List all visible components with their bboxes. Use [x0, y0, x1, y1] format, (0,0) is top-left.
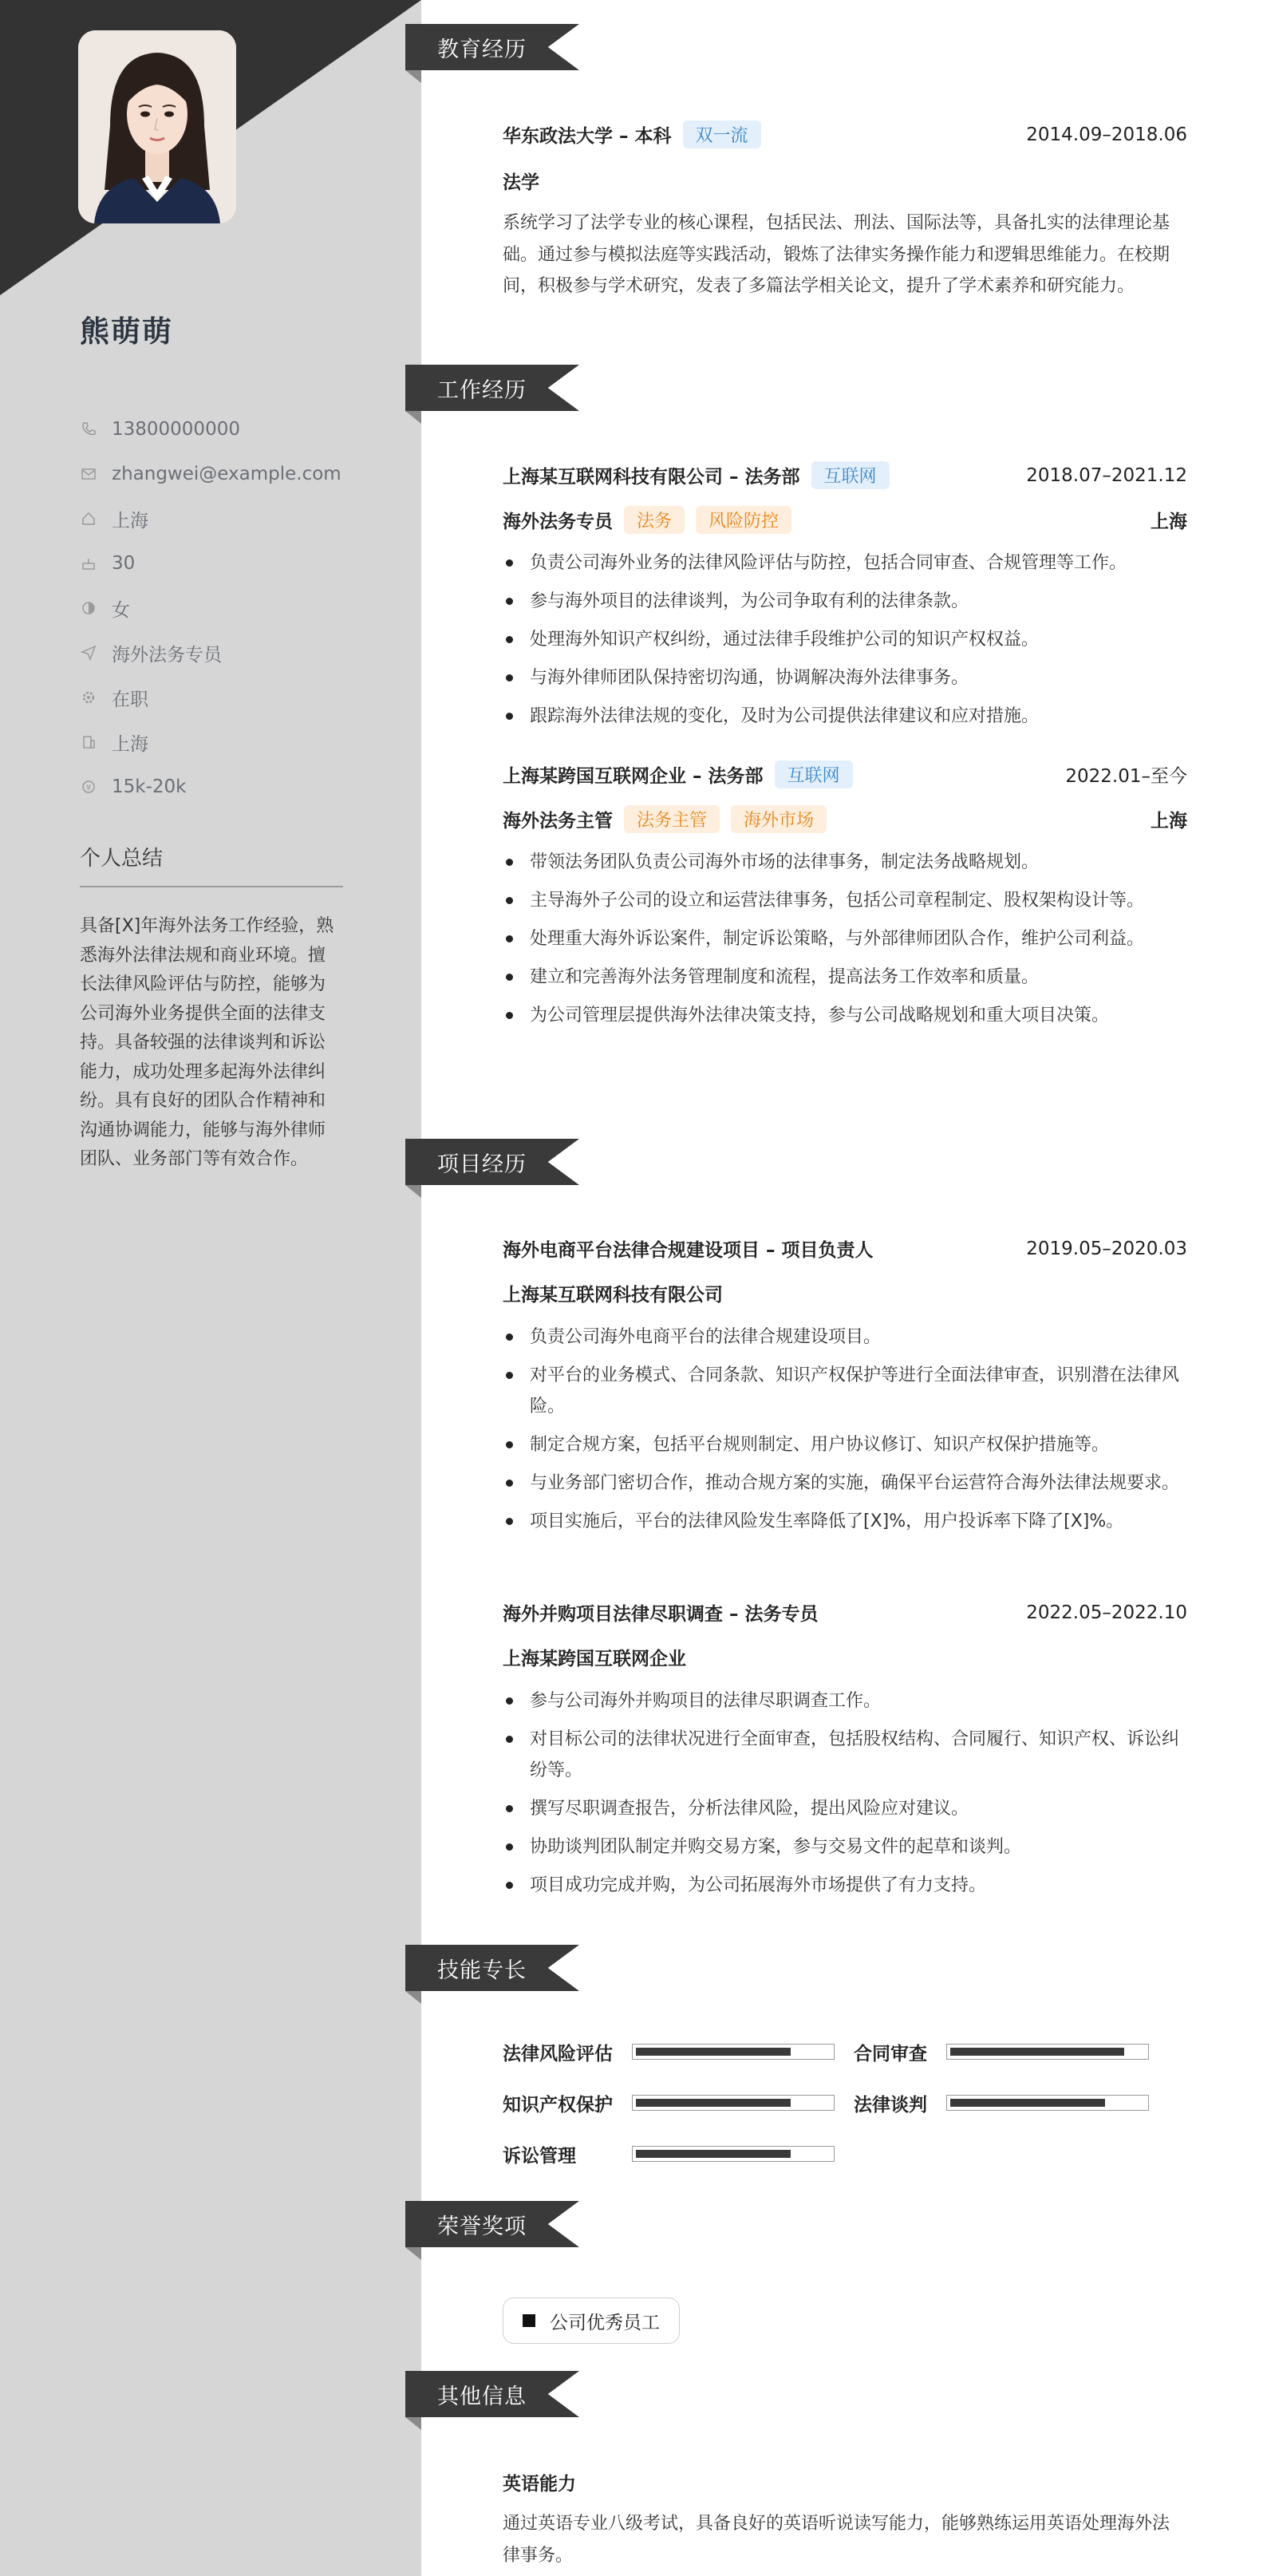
project-date: 2022.05–2022.10	[1026, 1602, 1187, 1623]
work-bullets	[503, 547, 1190, 739]
summary-text: 具备[X]年海外法务工作经验，熟悉海外法律法规和商业环境。擅长法律风险评估与防控，能够为公司海外业务提供全面的法律支持。具备较强的法律谈判和诉讼能力，成功处理多起海外法律纠纷。具有良好的团队合作精神和沟通协调能力，能够与海外律师团队、业务部门等有效合作。	[80, 916, 334, 1169]
info-target-position: 海外法务专员	[80, 630, 341, 675]
list-item: 项目成功完成并购，为公司拓展海外市场提供了有力支持。	[503, 1870, 1190, 1901]
project-title: 海外电商平台法律合规建设项目 – 项目负责人	[503, 1240, 874, 1261]
send-icon	[80, 644, 97, 662]
section-title-projects: 项目经历	[405, 1139, 579, 1185]
gender-icon	[80, 599, 97, 617]
cake-icon	[80, 555, 97, 572]
phone-icon	[80, 421, 97, 438]
list-item: 对目标公司的法律状况进行全面审查，包括股权结构、合同履行、知识产权、诉讼纠纷等。	[503, 1724, 1190, 1786]
candidate-name: 熊萌萌	[80, 314, 173, 349]
summary-title: 个人总结	[80, 842, 343, 887]
contact-info-list	[80, 407, 341, 809]
section-title-education: 教育经历	[405, 24, 579, 70]
project-company: 上海某跨国互联网企业	[503, 1649, 686, 1669]
skill-item: 法律谈判	[854, 2095, 927, 2116]
education-date: 2014.09–2018.06	[1026, 124, 1187, 145]
position-tag: 风险防控	[696, 506, 791, 534]
work-city: 上海	[1151, 811, 1187, 832]
list-item: 带领法务团队负责公司海外市场的法律事务，制定法务战略规划。	[503, 847, 1190, 878]
project-company: 上海某互联网科技有限公司	[503, 1285, 723, 1306]
list-item: 项目实施后，平台的法律风险发生率降低了[X]%，用户投诉率下降了[X]%。	[503, 1506, 1190, 1537]
other-title: 英语能力	[503, 2474, 576, 2495]
salary-icon	[80, 778, 97, 796]
list-item: 参与公司海外并购项目的法律尽职调查工作。	[503, 1685, 1190, 1717]
work-date: 2022.01–至今	[1065, 766, 1187, 787]
section-title-other: 其他信息	[405, 2371, 579, 2417]
list-item: 协助谈判团队制定并购交易方案，参与交易文件的起草和谈判。	[503, 1831, 1190, 1863]
skill-level-bar	[946, 2044, 1149, 2060]
work-industry-tag: 互联网	[811, 461, 890, 489]
info-gender: 女	[80, 586, 341, 630]
other-text: 通过英语专业八级考试，具备良好的英语听说读写能力，能够熟练运用英语处理海外法律事务。	[503, 2514, 1170, 2566]
section-title-work: 工作经历	[405, 365, 579, 411]
list-item: 撰写尽职调查报告，分析法律风险，提出风险应对建议。	[503, 1793, 1190, 1824]
list-item: 负责公司海外电商平台的法律合规建设项目。	[503, 1322, 1190, 1353]
work-position-row	[503, 805, 1187, 833]
info-age: 30	[80, 541, 341, 586]
work-company: 上海某跨国互联网企业 – 法务部	[503, 766, 764, 787]
project-header	[503, 1235, 1187, 1262]
list-item: 与业务部门密切合作，推动合规方案的实施，确保平台运营符合海外法律法规要求。	[503, 1468, 1190, 1499]
sidebar	[0, 0, 421, 2576]
list-item: 跟踪海外法律法规的变化，及时为公司提供法律建议和应对措施。	[503, 701, 1190, 732]
info-hometown: 上海	[80, 496, 341, 541]
svg-text:¥: ¥	[85, 784, 92, 792]
education-tag: 双一流	[683, 121, 761, 148]
skill-item: 合同审查	[854, 2044, 927, 2064]
education-description: 系统学习了法学专业的核心课程，包括民法、刑法、国际法等，具备扎实的法律理论基础。通过参与模拟法庭等实践活动，锻炼了法律实务操作能力和逻辑思维能力。在校期间，积极参与学术研究，发表了多篇法学相关论文，提升了学术素养和研究能力。	[503, 213, 1170, 296]
skill-item: 诉讼管理	[503, 2146, 576, 2167]
project-bullets	[503, 1685, 1190, 1908]
list-item: 建立和完善海外法务管理制度和流程，提高法务工作效率和质量。	[503, 962, 1190, 993]
skill-level-bar	[946, 2095, 1149, 2111]
list-item: 参与海外项目的法律谈判，为公司争取有利的法律条款。	[503, 586, 1190, 617]
work-header	[503, 761, 1187, 788]
position-tag: 海外市场	[731, 805, 827, 833]
list-item: 处理重大海外诉讼案件，制定诉讼策略，与外部律师团队合作，维护公司利益。	[503, 923, 1190, 954]
list-item: 与海外律师团队保持密切沟通，协调解决海外法律事务。	[503, 662, 1190, 693]
building-icon	[80, 733, 97, 751]
education-major: 法学	[503, 172, 539, 193]
work-position: 海外法务主管	[503, 811, 613, 832]
position-tag: 法务主管	[624, 805, 720, 833]
skill-level-bar	[632, 2044, 835, 2060]
project-date: 2019.05–2020.03	[1026, 1238, 1187, 1259]
work-position-row	[503, 506, 1187, 534]
project-bullets	[503, 1322, 1190, 1544]
square-bullet-icon	[523, 2314, 535, 2327]
position-tag: 法务	[624, 506, 685, 534]
skill-level-fill	[636, 2099, 791, 2107]
list-item: 制定合规方案，包括平台规则制定、用户协议修订、知识产权保护措施等。	[503, 1429, 1190, 1460]
list-item: 负责公司海外业务的法律风险评估与防控，包括合同审查、合规管理等工作。	[503, 547, 1190, 579]
info-status: 在职	[80, 675, 341, 720]
info-phone: 13800000000	[80, 407, 341, 452]
list-item: 对平台的业务模式、合同条款、知识产权保护等进行全面法律审查，识别潜在法律风险。	[503, 1360, 1190, 1422]
work-date: 2018.07–2021.12	[1026, 464, 1187, 486]
skill-level-fill	[636, 2150, 791, 2158]
project-header	[503, 1599, 1187, 1626]
info-salary: ¥ 15k-20k	[80, 765, 341, 809]
info-email: zhangwei@example.com	[80, 452, 341, 496]
home-icon	[80, 510, 97, 527]
work-bullets	[503, 847, 1190, 1038]
education-school: 华东政法大学 – 本科	[503, 126, 672, 147]
work-header	[503, 461, 1187, 489]
section-title-honors: 荣誉奖项	[405, 2201, 579, 2247]
skill-level-bar	[632, 2095, 835, 2111]
project-title: 海外并购项目法律尽职调查 – 法务专员	[503, 1604, 819, 1625]
list-item: 处理海外知识产权纠纷，通过法律手段维护公司的知识产权权益。	[503, 624, 1190, 655]
skill-level-fill	[636, 2048, 791, 2056]
work-industry-tag: 互联网	[775, 761, 853, 788]
work-company: 上海某互联网科技有限公司 – 法务部	[503, 467, 800, 488]
list-item: 为公司管理层提供海外法律决策支持，参与公司战略规划和重大项目决策。	[503, 1000, 1190, 1031]
gear-icon	[80, 689, 97, 706]
skill-item: 知识产权保护	[503, 2095, 613, 2116]
skill-level-fill	[950, 2099, 1105, 2107]
skill-level-fill	[950, 2048, 1124, 2056]
award-badge: 公司优秀员工	[503, 2297, 680, 2344]
education-header	[503, 121, 1187, 148]
profile-photo	[78, 30, 236, 223]
info-target-city: 上海	[80, 720, 341, 765]
section-title-skills: 技能专长	[405, 1945, 579, 1991]
skill-item: 法律风险评估	[503, 2044, 613, 2064]
mail-icon	[80, 465, 97, 483]
skill-level-bar	[632, 2146, 835, 2162]
list-item: 主导海外子公司的设立和运营法律事务，包括公司章程制定、股权架构设计等。	[503, 885, 1190, 916]
work-position: 海外法务专员	[503, 512, 613, 532]
work-city: 上海	[1151, 512, 1187, 532]
